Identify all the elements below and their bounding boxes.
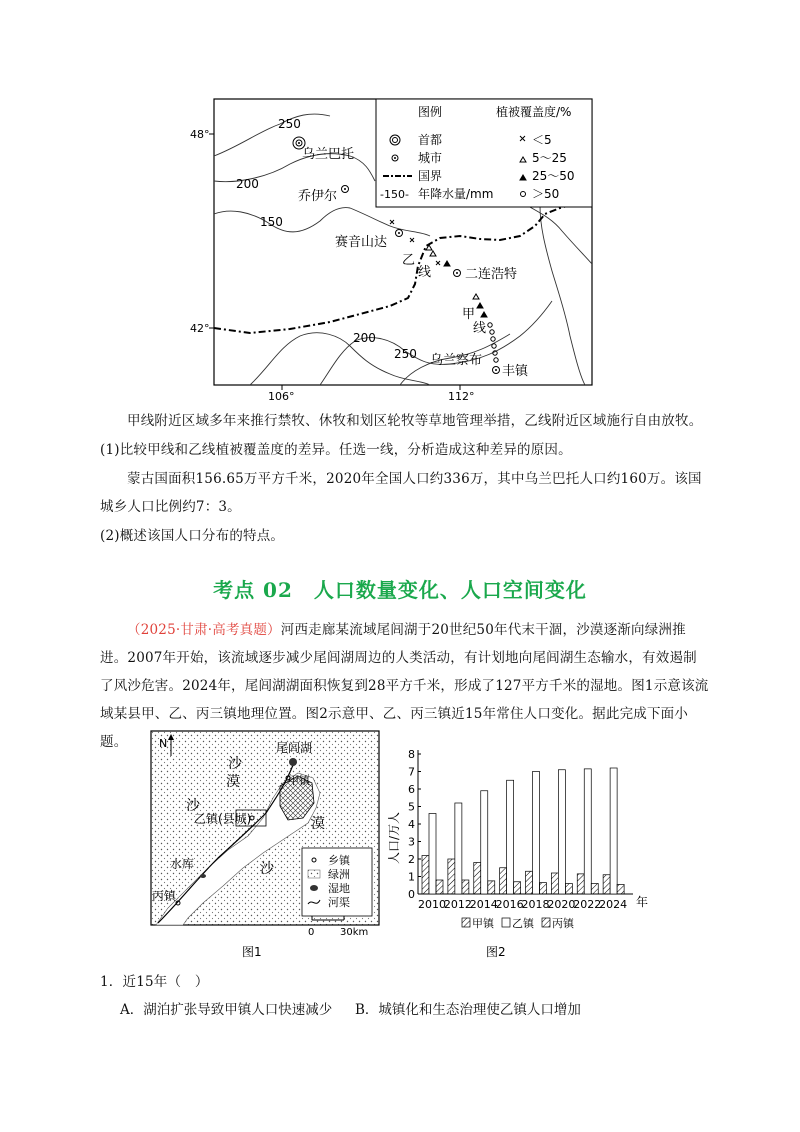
lake-icon	[289, 758, 297, 766]
bar-丙镇-2010	[436, 880, 443, 894]
question-3: 1．近15年（ ）	[100, 974, 209, 990]
bar-乙镇-2016	[507, 780, 514, 894]
city-erenhot: 二连浩特	[465, 267, 518, 282]
bar-丙镇-2012	[462, 880, 469, 894]
x-tick-label: 2010	[418, 898, 446, 911]
label-sha-1: 沙	[228, 756, 242, 772]
bar-丙镇-2022	[591, 884, 598, 895]
label-lake: 尾闾湖	[276, 741, 313, 755]
legend-capital: 首都	[418, 133, 443, 147]
city-sainshand: 赛音山达	[335, 235, 388, 250]
paragraph-mongolia: 蒙古国面积156.65万平方千米，2020年全国人口约336万，其中乌兰巴托人口约160万。该国城乡人口比例约7：3。	[100, 471, 702, 515]
population-chart	[388, 742, 663, 960]
x-tick-label: 2014	[469, 898, 498, 911]
label-mo-2: 漠	[311, 816, 325, 832]
legend-bing: 丙镇	[552, 917, 574, 930]
exam-source-tag: （2025·甘肃·高考真题）	[127, 622, 281, 638]
line-jia-label: 线	[473, 321, 487, 336]
bar-乙镇-2018	[533, 772, 540, 895]
option-a[interactable]: A．湖泊扩张导致甲镇人口快速减少	[120, 1002, 333, 1018]
legend-cover-3: 25～50	[532, 169, 575, 183]
legend-cover-4: ＞50	[532, 187, 560, 201]
bar-丙镇-2020	[565, 884, 572, 895]
map1-legend	[376, 99, 592, 207]
iso-200-label: 200	[236, 177, 259, 191]
legend-jia: 甲镇	[472, 917, 494, 930]
iso-200-bottom-label: 200	[353, 331, 376, 345]
paragraph-exam-body: 河西走廊某流域尾闾湖于20世纪50年代末干涸，沙漠逐渐向绿洲推进。2007年开始，该流域逐步减少尾闾湖周边的人类活动，有计划地向尾闾湖生态输水，有效遏制了风沙危害。2024年，尾闾湖湖面积恢复到28平方千米，形成了127平方千米的湿地。图1示意该流域某县甲、乙、丙三镇地理位置。图2示意甲、乙、丙三镇近15年常住人口变化。据此完成下面小题。	[100, 622, 709, 750]
bar-乙镇-2012	[455, 803, 462, 894]
label-jia: 甲镇	[288, 774, 310, 787]
legend-precip-sample: -150-	[380, 188, 409, 201]
map-river-basin	[148, 728, 384, 960]
bar-丙镇-2016	[514, 882, 521, 894]
x-tick-label: 2024	[599, 898, 628, 911]
map2-legend	[302, 848, 372, 916]
iso-250-bottom-label: 250	[394, 347, 417, 361]
x-tick-label: 2012	[443, 898, 472, 911]
figure-1-caption: 图1	[242, 945, 262, 959]
x-tick-label: 2022	[573, 898, 602, 911]
legend-wetland-icon	[310, 885, 318, 891]
bar-丙镇-2014	[488, 881, 495, 894]
label-sha-3: 沙	[260, 861, 274, 877]
chart-legend	[462, 916, 575, 930]
chart-ylabel: 人口/万人	[387, 811, 401, 864]
bar-乙镇-2024	[610, 768, 617, 894]
section-heading: 考点 02 人口数量变化、人口空间变化	[213, 578, 587, 602]
lat-42-label: 42°	[190, 322, 210, 335]
bar-甲镇-2016	[500, 868, 507, 894]
x-tick-label: 2016	[495, 898, 524, 911]
city-ulanqab: 乌兰察布	[430, 353, 483, 368]
bar-甲镇-2010	[422, 856, 429, 895]
bar-甲镇-2022	[577, 874, 584, 894]
label-mo-1: 漠	[226, 774, 240, 790]
y-tick-label: 3	[408, 835, 415, 849]
bar-甲镇-2014	[474, 863, 481, 895]
bar-甲镇-2020	[551, 873, 558, 894]
city-ulaanbaatar: 乌兰巴托	[302, 147, 355, 162]
legend-city: 城市	[418, 151, 443, 165]
label-sha-2: 沙	[186, 798, 200, 814]
bar-丙镇-2018	[540, 883, 547, 894]
x-tick-label: 2020	[547, 898, 576, 911]
chart-xlabel: 年	[636, 895, 649, 909]
legend-border: 国界	[418, 169, 443, 183]
figure-2-caption: 图2	[486, 945, 506, 959]
chart-bars	[422, 768, 624, 894]
y-tick-label: 2	[408, 853, 415, 866]
north-label: N	[159, 737, 168, 750]
legend-oasis: 绿洲	[328, 868, 350, 881]
y-tick-label: 7	[408, 765, 415, 779]
question-2: (2)概述该国人口分布的特点。	[100, 528, 285, 544]
legend-oasis-icon	[308, 870, 320, 878]
legend-bing-swatch	[542, 918, 550, 927]
map-mongolia	[190, 96, 600, 403]
legend-wetland: 湿地	[328, 882, 350, 895]
y-tick-label: 6	[408, 783, 415, 796]
iso-250-top-label: 250	[278, 117, 301, 131]
legend-cover-1: ＜5	[532, 133, 552, 147]
lon-106-label: 106°	[268, 390, 295, 403]
bar-甲镇-2024	[603, 875, 610, 894]
legend-title: 图例	[418, 105, 443, 119]
city-fengzhen: 丰镇	[502, 364, 529, 379]
lon-112-label: 112°	[448, 390, 475, 403]
scale-0: 0	[308, 927, 315, 938]
scale-30: 30km	[340, 927, 369, 938]
legend-precip: 年降水量/mm	[418, 187, 494, 201]
reservoir-icon	[200, 874, 206, 878]
city-choir: 乔伊尔	[298, 189, 338, 204]
x-tick-label: 2018	[521, 898, 550, 911]
legend-yi-swatch	[502, 918, 510, 927]
bar-丙镇-2024	[617, 884, 624, 894]
y-tick-label: 5	[408, 800, 415, 814]
label-yi: 乙镇(县城)	[194, 812, 252, 826]
bar-甲镇-2012	[448, 859, 455, 894]
label-bing: 丙镇	[152, 889, 177, 903]
y-tick-label: 4	[408, 818, 415, 831]
legend-canal: 河渠	[328, 896, 350, 909]
y-tick-label: 8	[408, 748, 415, 761]
legend-town: 乡镇	[328, 854, 350, 867]
lat-48-label: 48°	[190, 128, 210, 141]
y-tick-label: 1	[408, 870, 415, 884]
paragraph-grazing: 甲线附近区域多年来推行禁牧、休牧和划区轮牧等草地管理举措，乙线附近区域施行自由放牧。	[127, 413, 703, 429]
y-tick-label: 0	[408, 888, 415, 901]
bar-乙镇-2014	[481, 791, 488, 894]
line-jia-label: 甲	[462, 307, 476, 322]
bar-乙镇-2020	[558, 770, 565, 894]
legend-cover-title: 植被覆盖度/%	[496, 105, 572, 119]
option-b[interactable]: B．城镇化和生态治理使乙镇人口增加	[355, 1002, 581, 1018]
legend-yi: 乙镇	[512, 917, 534, 930]
bar-乙镇-2010	[429, 814, 436, 895]
line-yi-label: 线	[418, 265, 432, 280]
bar-甲镇-2018	[526, 871, 533, 894]
legend-cover-2: 5～25	[532, 151, 567, 165]
question-1: (1)比较甲线和乙线植被覆盖度的差异。任选一线，分析造成这种差异的原因。	[100, 442, 572, 458]
bar-乙镇-2022	[584, 769, 591, 894]
iso-150-label: 150	[260, 215, 283, 229]
legend-jia-swatch	[462, 918, 470, 927]
label-shuiku: 水库	[170, 857, 195, 871]
line-yi-label: 乙	[402, 253, 416, 268]
